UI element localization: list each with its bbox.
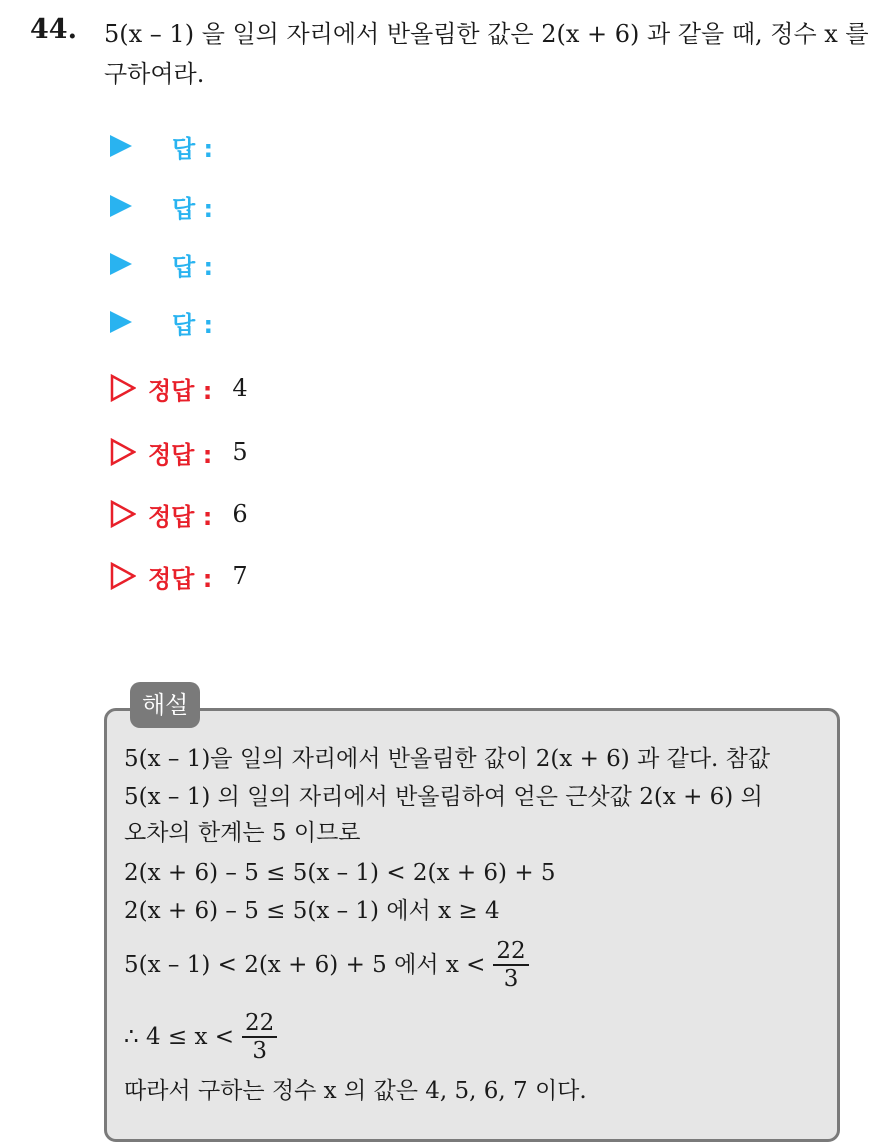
explanation-tab: 해설 (130, 682, 200, 728)
answer-row (110, 126, 213, 166)
question-number: 44. (30, 14, 77, 45)
correct-answer-row (110, 432, 248, 472)
question-text: 5(x – 1) 을 일의 자리에서 반올림한 값은 2(x + 6) 과 같을 때, 정수 x 를 구하여라. (104, 20, 869, 88)
explanation-line: 5(x – 1)을 일의 자리에서 반올림한 값이 2(x + 6) 과 같다. 참값 (124, 746, 771, 772)
play-triangle-icon (110, 195, 132, 217)
fraction-denominator: 3 (252, 1038, 267, 1065)
fraction (242, 1010, 277, 1065)
correct-answer-label: 정답 : (148, 440, 213, 469)
play-triangle-icon (110, 311, 132, 333)
correct-answer-value: 7 (232, 562, 248, 590)
answer-row (110, 186, 213, 226)
outline-triangle-icon (110, 500, 136, 528)
correct-answer-value: 6 (232, 500, 248, 528)
correct-answer-value: 5 (232, 438, 248, 466)
explanation-fraction-line (124, 938, 529, 993)
explanation-line: 오차의 한계는 5 이므로 (124, 820, 361, 846)
inequality-text: 5(x – 1) < 2(x + 6) + 5 에서 x < (124, 952, 486, 979)
explanation-line: 2(x + 6) – 5 ≤ 5(x – 1) < 2(x + 6) + 5 (124, 860, 556, 886)
correct-answer-value: 4 (232, 374, 248, 402)
answer-label: 답 : (172, 194, 214, 223)
correct-answer-label: 정답 : (148, 376, 213, 405)
fraction-numerator: 22 (493, 938, 528, 966)
outline-triangle-icon (110, 562, 136, 590)
correct-answer-row (110, 556, 248, 596)
fraction (493, 938, 528, 993)
answer-row (110, 244, 213, 284)
outline-triangle-icon (110, 374, 136, 402)
answer-label: 답 : (172, 310, 214, 339)
answer-label: 답 : (172, 252, 214, 281)
correct-answer-label: 정답 : (148, 564, 213, 593)
correct-answer-label: 정답 : (148, 502, 213, 531)
correct-answer-row (110, 368, 248, 408)
play-triangle-icon (110, 253, 132, 275)
explanation-line: 5(x – 1) 의 일의 자리에서 반올림하여 얻은 근삿값 2(x + 6) 의 (124, 784, 763, 810)
answer-row (110, 302, 213, 342)
fraction-numerator: 22 (242, 1010, 277, 1038)
correct-answer-row (110, 494, 248, 534)
play-triangle-icon (110, 135, 132, 157)
fraction-denominator: 3 (503, 966, 519, 993)
explanation-conclusion: 따라서 구하는 정수 x 의 값은 4, 5, 6, 7 이다. (124, 1078, 587, 1104)
answer-label: 답 : (172, 134, 214, 163)
explanation-line: 2(x + 6) – 5 ≤ 5(x – 1) 에서 x ≥ 4 (124, 898, 500, 924)
explanation-fraction-line (124, 1010, 277, 1065)
outline-triangle-icon (110, 438, 136, 466)
therefore-text: ∴ 4 ≤ x < (124, 1024, 235, 1051)
